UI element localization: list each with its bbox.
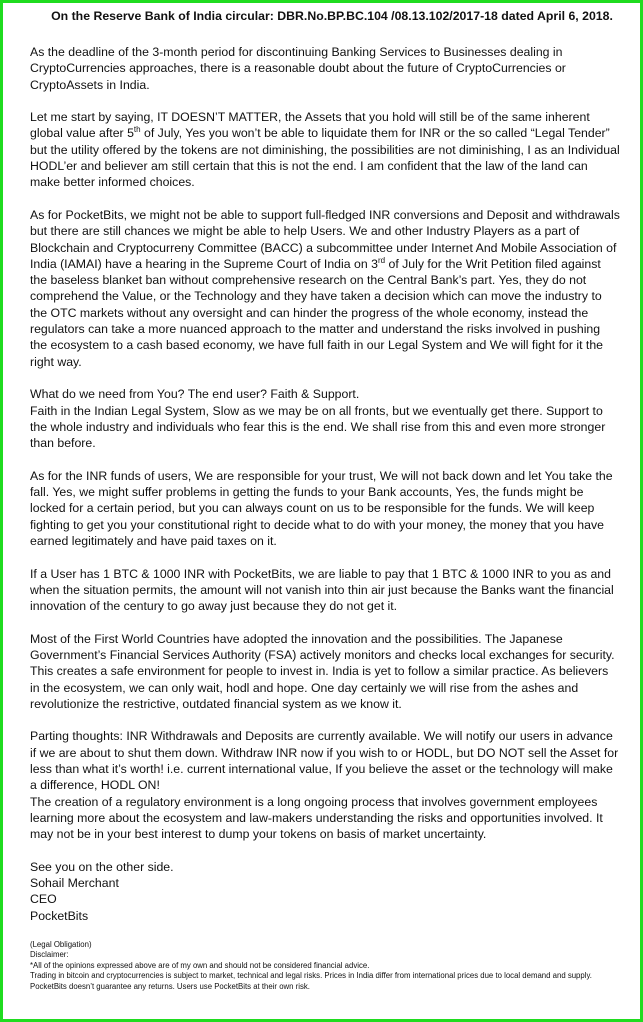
paragraph-first-world: Most of the First World Countries have adopted the innovation and the possibilities. The Japanese Government’s Financial Services Authority (FSA) actively monitors and checks local exchanges for security. This creates a safe environment for people to invest in. India is yet to follow a similar practice. As believers in the ecosystem, we can only wait, hodl and hope. One day certainly we will rise from the ashes and revolutionize the restrictive, outdated financial system as we know it. [30, 631, 615, 711]
signature-company: PocketBits [30, 908, 89, 923]
signature-closing: See you on the other side. [30, 859, 174, 874]
paragraph-pocketbits: As for PocketBits, we might not be able to support full-fledged INR conversions and Deposit and withdrawals but there are still chances we might be able to help Users. We and other Industry Players as a part of Blockchain and Cryptocurreny Committee (BACC) a subcommittee under Internet And Mobile Association of India (IAMAI) have a hearing in the Supreme Court of India on 3rd of July for the Writ Petition filed against the baseless blanket ban without comprehensive research on the Central Bank’s part. Yes, they do not comprehend the Value, or the Technology and they have taken a decision which can move the industry to the OTC markets without any oversight and can hinder the progress of the whole economy, instead the regulators can take a more nuanced approach to the matter and understand the risks involved in pushing the ecosystem to a cash based economy, we have full faith in our Legal System and We will fight for it the right way. [30, 207, 620, 369]
paragraph-parting-thoughts: Parting thoughts: INR Withdrawals and Deposits are currently available. We will notify our users in advance if we are about to shut them down. Withdraw INR now if you wish to or HODL, but DO NOT sell the Asset for less than what it’s worth! i.e. current international value, If you believe the asset or the technology will make a difference, HODL ON! [30, 729, 619, 793]
document-page [30, 8, 620, 992]
paragraph-doesnt-matter: Let me start by saying, IT DOESN’T MATTER, the Assets that you hold will still be of the same inherent global value after 5th of July, Yes you won’t be able to liquidate them for INR or the so called “Legal Tender” but the utility offered by the tokens are not diminishing, the possibilities are not diminishing, I as an Individual HODL’er and believer am still certain that this is not the end. I am confident that the law of the land can make better informed choices. [30, 110, 620, 190]
paragraph-deadline: As the deadline of the 3-month period for discontinuing Banking Services to Businesses dealing in CryptoCurrencies approaches, there is a reasonable doubt about the future of CryptoCurrencies or CryptoAssets in India. [30, 45, 566, 92]
signature-role: CEO [30, 892, 57, 907]
disclaimer-label: Disclaimer: [30, 950, 69, 960]
disclaimer-heading: (Legal Obligation) [30, 940, 92, 950]
paragraph-regulatory: The creation of a regulatory environment is a long ongoing process that involves government employees learning more about the ecosystem and law-makers understanding the risks and opportunities involved. It may not be in your best interest to dump your tokens on basis of market uncertainty. [30, 794, 603, 842]
paragraph-faith: Faith in the Indian Legal System, Slow as we may be on all fronts, but we eventually get there. Support to the whole industry and individuals who fear this is the end. We shall rise from this and even more stronger than before. [30, 403, 606, 451]
paragraph-inr-funds: As for the INR funds of users, We are responsible for your trust, We will not back down and let You take the fall. Yes, we might suffer problems in getting the funds to your Bank accounts, Yes, the funds might be locked for a certain period, but you can always count on us to be responsible for the funds. We will keep fighting to get you your constitutional right to decide what to do with your money, the money that you have earned legitimately and have paid taxes on it. [30, 468, 613, 548]
disclaimer-block [30, 940, 620, 992]
disclaimer-line-2: Trading in bitcoin and cryptocurrencies is subject to market, technical and legal risks. Prices in India differ from international prices due to local demand and supply. PocketBits doesn’t guarantee any returns. Users use PocketBits at their own risk. [30, 971, 592, 991]
paragraph-liability: If a User has 1 BTC & 1000 INR with PocketBits, we are liable to pay that 1 BTC & 1000 INR to you as and when the situation permits, the amount will not vanish into thin air just because the Banks want the financial innovation of the century to go away just because they do not get it. [30, 566, 614, 614]
document-title: On the Reserve Bank of India circular: DBR.No.BP.BC.104 /08.13.102/2017-18 dated April 6, 2018. [51, 9, 613, 23]
paragraph-question: What do we need from You? The end user? Faith & Support. [30, 387, 360, 402]
signature-name: Sohail Merchant [30, 876, 119, 891]
disclaimer-line-1: *All of the opinions expressed above are of my own and should not be considered financial advice. [30, 960, 370, 970]
signature-block [30, 859, 620, 924]
